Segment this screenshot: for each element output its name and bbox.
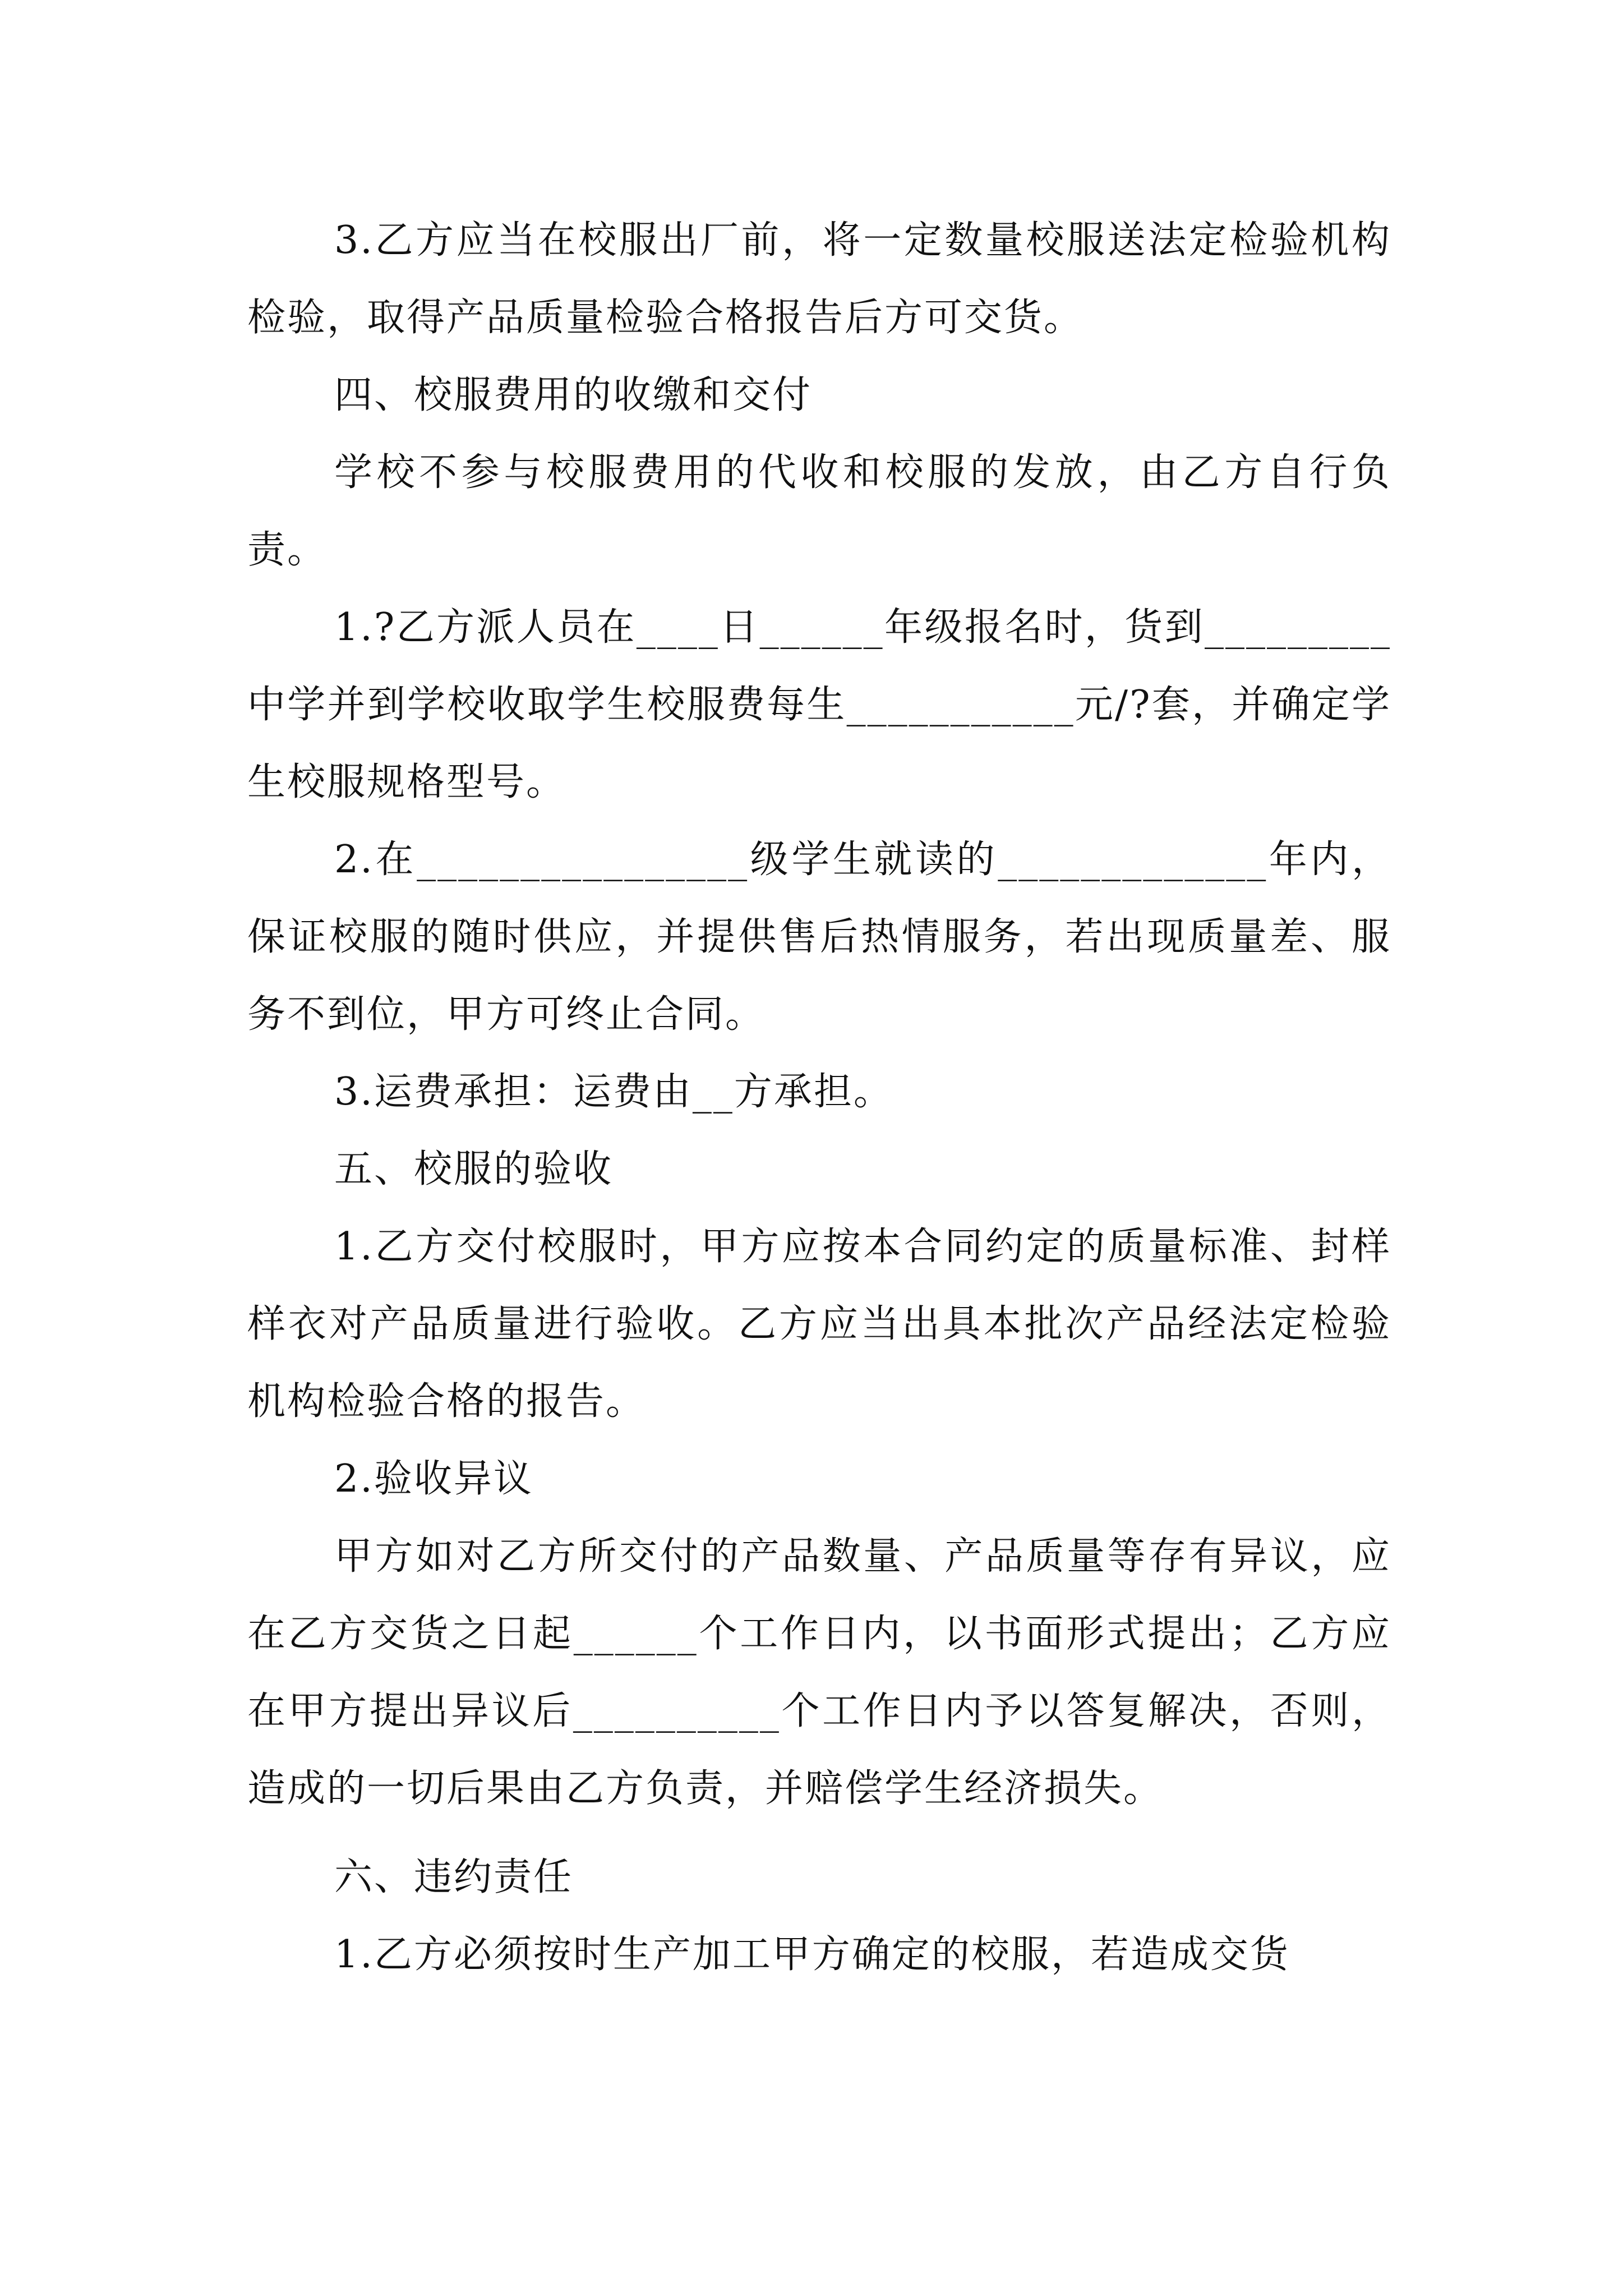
paragraph-objection-body: 甲方如对乙方所交付的产品数量、产品质量等存有异议，应在乙方交货之日起______个工作日内，以书面形式提出；乙方应在甲方提出异议后__________个工作日内予以答复解决，否则，造成的一切后果由乙方负责，并赔偿学生经济损失。 <box>247 1534 1391 1811</box>
paragraph-clause-3-inspection: 3.乙方应当在校服出厂前，将一定数量校服送法定检验机构检验，取得产品质量检验合格报告后方可交货。 <box>247 218 1391 340</box>
paragraph-clause-2-objection-title: 2.验收异议 <box>334 1457 533 1501</box>
paragraph-clause-2-supply: 2.在________________级学生就读的_____________年内，保证校服的随时供应，并提供售后热情服务，若出现质量差、服务不到位，甲方可终止合同。 <box>247 838 1391 1037</box>
paragraph-clause-1-acceptance: 1.乙方交付校服时，甲方应按本合同约定的质量标准、封样样衣对产品质量进行验收。乙方应当出具本批次产品经法定检验机构检验合格的报告。 <box>247 1225 1391 1424</box>
paragraph-clause-1-liability: 1.乙方必须按时生产加工甲方确定的校服，若造成交货 <box>334 1932 1290 1977</box>
paragraph-fees-intro: 学校不参与校服费用的代收和校服的发放，由乙方自行负责。 <box>247 450 1391 572</box>
paragraph-clause-3-freight: 3.运费承担：运费由__方承担。 <box>334 1070 893 1114</box>
section-heading-acceptance: 五、校服的验收 <box>334 1147 614 1191</box>
section-heading-fees: 四、校服费用的收缴和交付 <box>334 373 813 417</box>
document-body <box>247 202 1391 1994</box>
paragraph-clause-1-registration: 1.?乙方派人员在____日______年级报名时，货到_________中学并到学校收取学生校服费每生___________元/?套，并确定学生校服规格型号。 <box>247 605 1391 804</box>
section-heading-liability: 六、违约责任 <box>334 1855 574 1899</box>
